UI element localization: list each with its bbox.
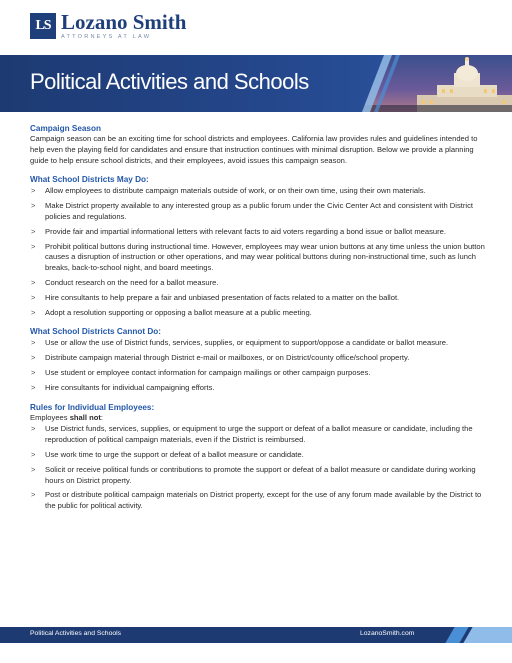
- section-heading: What School Districts May Do:: [30, 175, 149, 185]
- lead-suffix: :: [100, 412, 104, 422]
- list-item: > Adopt a resolution supporting or opposing a ballot measure at a public meeting.: [30, 308, 486, 319]
- list-item: > Allow employees to distribute campaign materials outside of work, or on their own time, using their own materials.: [30, 186, 486, 197]
- list-item: > Post or distribute political campaign materials on District property, except for the use of any forum made available by the District to the public for political activity.: [30, 490, 486, 512]
- may-do-section: [30, 174, 486, 318]
- section-heading: [30, 402, 486, 413]
- paragraph: Campaign season can be an exciting time for school districts and employees. California law provides rules and guidelines intended to help even the playing field for candidates and ensure that instruction continues with minimal disruption. Below we provide a planning guide to help ensure school districts, and their employees, avoid issues this campaign season.: [30, 134, 478, 165]
- capitol-building-image: [362, 55, 512, 112]
- list-item: > Hire consultants to help prepare a fair and unbiased presentation of facts related to a matter on the ballot.: [30, 293, 486, 304]
- section-heading-colon: :: [151, 402, 155, 412]
- lead-text: [30, 413, 486, 424]
- footer-website-link[interactable]: LozanoSmith.com: [360, 630, 415, 637]
- page-footer: [0, 627, 512, 643]
- list-item: > Hire consultants for individual campaigning efforts.: [30, 383, 486, 394]
- bullet-list: [30, 338, 486, 393]
- firm-logo: [30, 9, 186, 43]
- list-item: > Use or allow the use of District funds, services, supplies, or equipment to support/oppose a candidate or ballot measure.: [30, 338, 486, 349]
- section-heading-text: Rules for Individual Employees: [30, 402, 152, 412]
- logo-name: Lozano Smith: [61, 10, 187, 34]
- list-item: > Conduct research on the need for a ballot measure.: [30, 278, 486, 289]
- footer-stripe-pale: [463, 627, 512, 643]
- list-item: > Distribute campaign material through District e-mail or mailboxes, or on District/county office/school property.: [30, 353, 486, 364]
- footer-title: Political Activities and Schools: [30, 630, 122, 637]
- list-item: > Use work time to urge the support or defeat of a ballot measure or candidate.: [30, 450, 486, 461]
- list-item: > Use student or employee contact information for campaign mailings or other campaign purposes.: [30, 368, 486, 379]
- campaign-season-section: [30, 123, 486, 166]
- individual-employees-section: [30, 402, 486, 512]
- section-heading: Campaign Season: [30, 124, 101, 133]
- title-banner: [0, 55, 512, 112]
- section-heading: What School Districts Cannot Do:: [30, 327, 161, 337]
- list-item: > Make District property available to any interested group as a public forum under the Civic Center Act and consistent with District policies and regulations.: [30, 201, 486, 223]
- logo-mark: LS: [30, 13, 56, 39]
- document-body: [30, 123, 486, 516]
- list-item: > Prohibit political buttons during instructional time. However, employees may wear union buttons at any time unless the union button causes a disruption of instruction or other operations, and may wear political buttons during non-instructional time, such as lunch breaks, back-to-school night, and board meetings.: [30, 242, 486, 274]
- list-item: > Solicit or receive political funds or contributions to promote the support or defeat of a ballot measure or candidate during working hours on District property.: [30, 465, 486, 487]
- list-item: > Use District funds, services, supplies, or equipment to urge the support or defeat of a ballot measure or candidate, including the reproduction of political campaign materials, even if the District is reimbursed.: [30, 424, 486, 446]
- cannot-do-section: [30, 326, 486, 393]
- logo-subtitle: ATTORNEYS AT LAW: [61, 34, 152, 40]
- bullet-list: [30, 424, 486, 512]
- page-title: Political Activities and Schools: [30, 69, 309, 94]
- lead-prefix: Employees: [30, 412, 70, 422]
- bullet-list: [30, 186, 486, 318]
- lead-bold: shall not: [69, 412, 101, 422]
- list-item: > Provide fair and impartial informational letters with relevant facts to aid voters regarding a bond issue or ballot measure.: [30, 227, 486, 238]
